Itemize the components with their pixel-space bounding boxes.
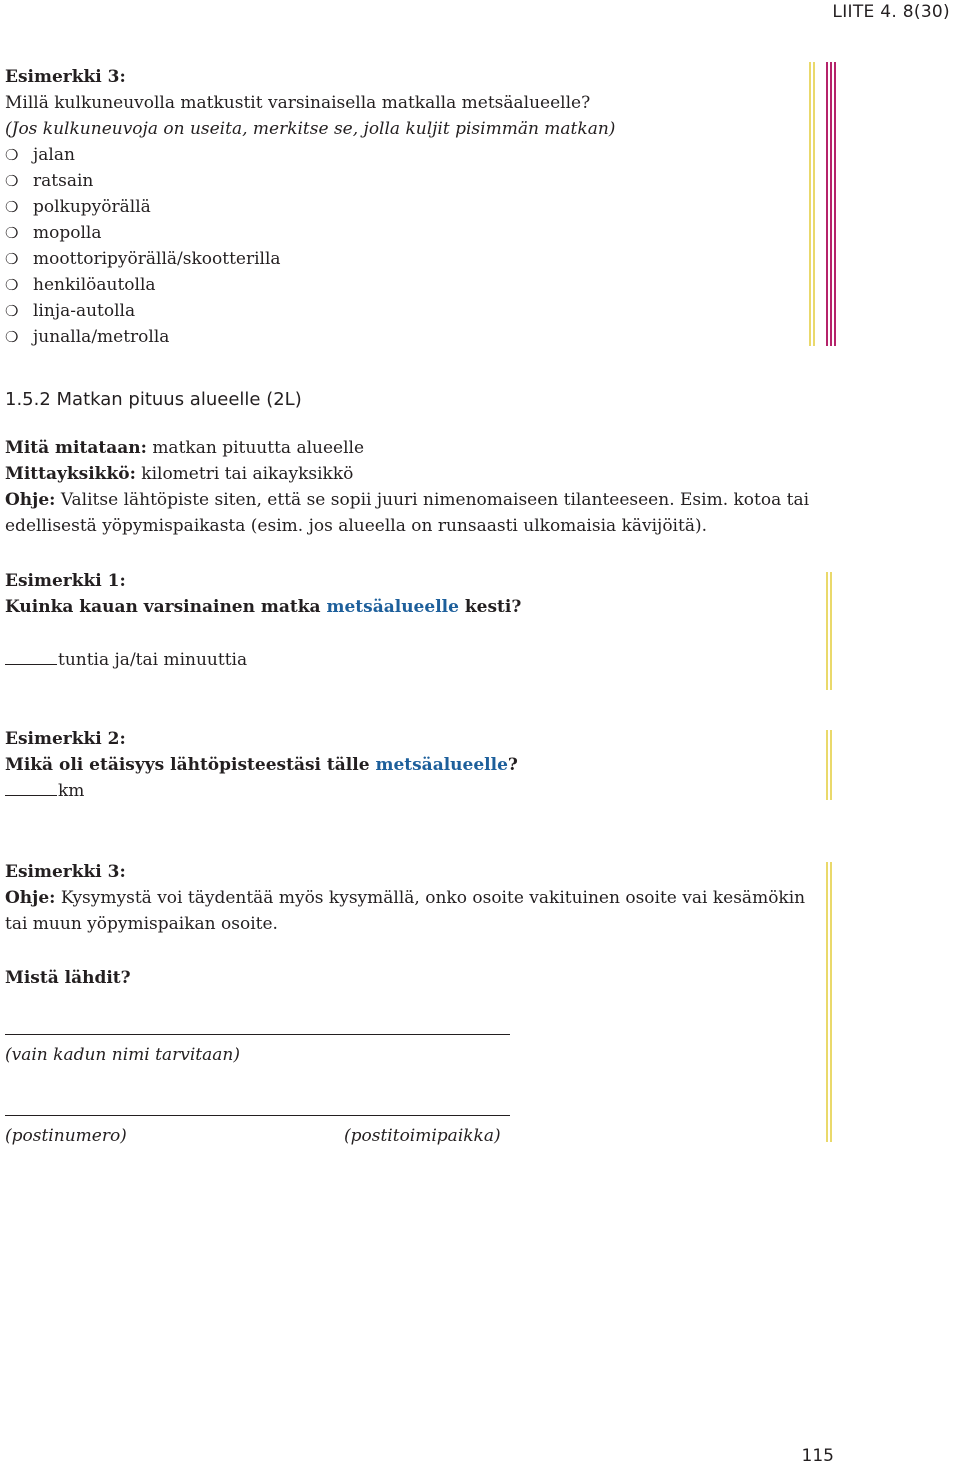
vehicle-option[interactable] — [5, 194, 281, 220]
duration-blank-field[interactable] — [5, 648, 57, 665]
section-heading: 1.5.2 Matkan pituus alueelle (2L) — [5, 389, 302, 410]
postcode-hint: (postinumero) — [5, 1126, 127, 1146]
origin-question: Mistä lähdit? — [5, 968, 131, 988]
vehicle-option[interactable] — [5, 142, 281, 168]
side-bar-magenta — [830, 62, 832, 346]
forest-area-link: metsäalueelle — [375, 755, 508, 775]
side-bar-magenta — [826, 62, 828, 346]
appendix-label: LIITE 4. 8(30) — [832, 2, 950, 22]
guide-text: Valitse lähtöpiste siten, että se sopii juuri nimenomaiseen tilanteeseen. Esim. kotoa tai — [60, 490, 810, 510]
side-bar-yellow — [830, 730, 832, 800]
measure-line — [5, 435, 364, 461]
radio-circle-icon[interactable]: ❍ — [5, 250, 19, 268]
vehicle-option-label: polkupyörällä — [33, 197, 151, 217]
example-3b-label: Esimerkki 3: — [5, 862, 126, 882]
measure-label: Mitä mitataan: — [5, 438, 147, 458]
distance-question-end: ? — [507, 755, 518, 775]
side-bar-yellow — [826, 572, 828, 690]
vehicle-option-label: linja-autolla — [33, 301, 136, 321]
side-bar-yellow — [809, 62, 811, 346]
guide-label: Ohje: — [5, 490, 56, 510]
side-bar-yellow — [826, 730, 828, 800]
radio-circle-icon[interactable]: ❍ — [5, 302, 19, 320]
vehicle-option[interactable] — [5, 220, 281, 246]
street-input-line[interactable] — [5, 1034, 510, 1035]
radio-circle-icon[interactable]: ❍ — [5, 276, 19, 294]
example-1-label: Esimerkki 1: — [5, 571, 126, 591]
side-bar-yellow — [813, 62, 815, 346]
postcode-city-input-line[interactable] — [5, 1115, 510, 1116]
guide-text-cont: edellisestä yöpymispaikasta (esim. jos alueella on runsaasti ulkomaisia kävijöitä). — [5, 516, 707, 536]
radio-circle-icon[interactable]: ❍ — [5, 146, 19, 164]
vehicle-option-label: junalla/metrolla — [33, 327, 170, 347]
vehicle-option[interactable] — [5, 246, 281, 272]
unit-label: Mittayksikkö: — [5, 464, 136, 484]
distance-unit: km — [58, 781, 85, 801]
measure-text: matkan pituutta alueelle — [152, 438, 365, 458]
side-bar-magenta — [834, 62, 836, 346]
example-2-label: Esimerkki 2: — [5, 729, 126, 749]
distance-blank-field[interactable] — [5, 779, 57, 796]
address-guide-cont: tai muun yöpymispaikan osoite. — [5, 914, 278, 934]
distance-question — [5, 752, 518, 778]
side-bar-yellow — [830, 862, 832, 1142]
distance-question-text: Mikä oli etäisyys lähtöpisteestäsi tälle — [5, 755, 370, 775]
vehicle-option[interactable] — [5, 272, 281, 298]
radio-circle-icon[interactable]: ❍ — [5, 172, 19, 190]
distance-answer — [5, 778, 84, 804]
vehicle-question: Millä kulkuneuvolla matkustit varsinaisella matkalla metsäalueelle? — [5, 93, 591, 113]
vehicle-option[interactable] — [5, 324, 281, 350]
radio-circle-icon[interactable]: ❍ — [5, 224, 19, 242]
duration-answer — [5, 647, 247, 673]
side-bar-yellow — [826, 862, 828, 1142]
duration-unit: tuntia ja/tai minuuttia — [58, 650, 248, 670]
vehicle-option-label: jalan — [33, 145, 75, 165]
example-3-label: Esimerkki 3: — [5, 67, 126, 87]
street-hint: (vain kadun nimi tarvitaan) — [5, 1045, 240, 1065]
vehicle-option-label: ratsain — [33, 171, 94, 191]
guide-line — [5, 487, 809, 513]
address-guide-label: Ohje: — [5, 888, 56, 908]
radio-circle-icon[interactable]: ❍ — [5, 198, 19, 216]
unit-line — [5, 461, 353, 487]
vehicle-hint: (Jos kulkuneuvoja on useita, merkitse se, jolla kuljit pisimmän matkan) — [5, 119, 616, 139]
duration-question-end: kesti? — [464, 597, 522, 617]
forest-area-link: metsäalueelle — [326, 597, 459, 617]
page-number: 115 — [801, 1446, 834, 1466]
vehicle-option[interactable] — [5, 168, 281, 194]
address-guide-line — [5, 885, 805, 911]
side-bar-yellow — [830, 572, 832, 690]
address-guide-text: Kysymystä voi täydentää myös kysymällä, onko osoite vakituinen osoite vai kesämökin — [60, 888, 806, 908]
radio-circle-icon[interactable]: ❍ — [5, 328, 19, 346]
vehicle-option[interactable] — [5, 298, 281, 324]
vehicle-option-label: henkilöautolla — [33, 275, 156, 295]
duration-question — [5, 594, 521, 620]
duration-question-text: Kuinka kauan varsinainen matka — [5, 597, 321, 617]
vehicle-option-label: moottoripyörällä/skootterilla — [33, 249, 281, 269]
vehicle-option-label: mopolla — [33, 223, 102, 243]
city-hint: (postitoimipaikka) — [344, 1126, 501, 1146]
unit-text: kilometri tai aikayksikkö — [141, 464, 354, 484]
vehicle-options — [5, 142, 281, 350]
